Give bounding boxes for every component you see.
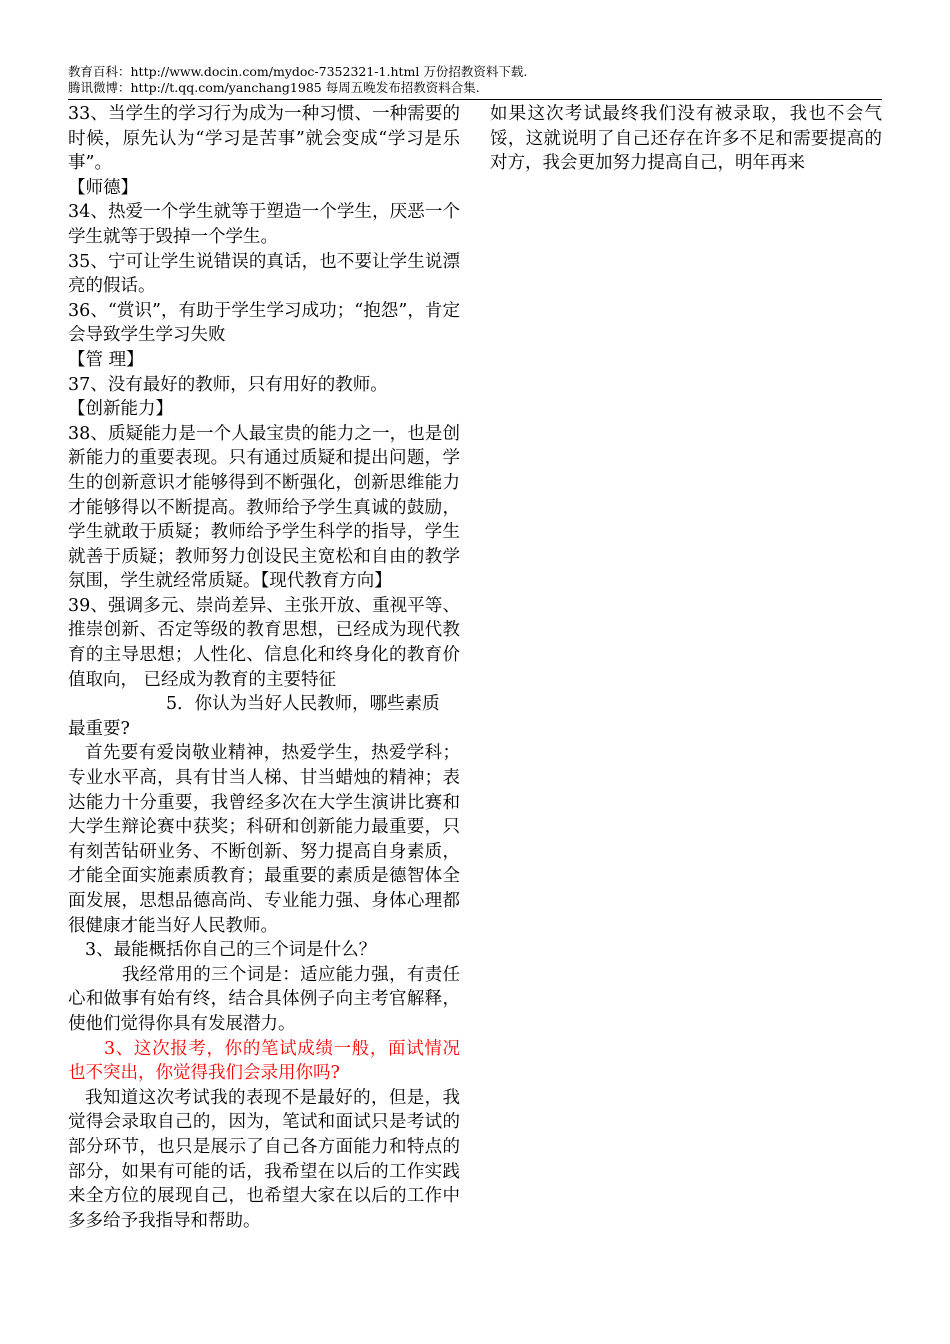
question-3-three-words: 3、最能概括你自己的三个词是什么？: [85, 940, 377, 961]
section-heading-shide: 【师德】: [68, 177, 138, 198]
answer-3-hire: 我知道这次考试我的表现不是最好的，但是，我觉得会录取自己的，因为，笔试和面试只是考试的部分环节，也只是展示了自己各方面能力和特点的部分，如果有可能的话，我希望在以后的工作实践来全方位的展现自己，也希望大家在以后的工作中多多给予我指导和帮助。: [68, 1087, 460, 1231]
question-5-line2: 最重要?: [68, 718, 130, 739]
item-37: 37、没有最好的教师，只有用好的教师。: [68, 374, 388, 395]
section-heading-guanli: 【管 理】: [68, 349, 144, 370]
left-column: [68, 102, 460, 1233]
header-line-docin: 教育百科：http://www.docin.com/mydoc-7352321-1.html 万份招教资料下载.: [68, 64, 528, 79]
answer-3-three-words: 我经常用的三个词是：适应能力强，有责任心和做事有始有终，结合具体例子向主考官解释，使他们觉得你具有发展潜力。: [68, 964, 460, 1034]
section-heading-chuangxin: 【创新能力】: [68, 399, 173, 420]
item-39: 39、强调多元、崇尚差异、主张开放、重视平等、推崇创新、否定等级的教育思想，已经成为现代教育的主导思想；人性化、信息化和终身化的教育价值取向， 已经成为教育的主要特征: [68, 595, 460, 690]
item-36: 36、“赏识”，有助于学生学习成功；“抱怨”，肯定会导致学生学习失败: [68, 300, 460, 346]
right-column: [490, 102, 882, 176]
header-divider: [68, 99, 882, 100]
question-5-line1: 5．你认为当好人民教师，哪些素质: [166, 694, 440, 715]
item-34: 34、热爱一个学生就等于塑造一个学生，厌恶一个学生就等于毁掉一个学生。: [68, 202, 460, 247]
question-3-hire: 3、这次报考，你的笔试成绩一般，面试情况也不突出，你觉得我们会录用你吗?: [68, 1038, 460, 1084]
item-38: 38、质疑能力是一个人最宝贵的能力之一，也是创新能力的重要表现。只有通过质疑和提出问题，学生的创新意识才能够得到不断强化，创新思维能力才能够得以不断提高。教师给予学生真诚的鼓励，学生就敢于质疑；教师给予学生科学的指导，学生就善于质疑；教师努力创设民主宽松和自由的教学氛围，学生就经常质疑。【现代教育方向】: [68, 423, 460, 592]
item-35: 35、宁可让学生说错误的真话，也不要让学生说漂亮的假话。: [68, 251, 460, 297]
page-header: [68, 64, 882, 96]
item-33: 33、当学生的学习行为成为一种习惯、一种需要的时候，原先认为“学习是苦事”就会变成“学习是乐事”。: [68, 104, 460, 174]
header-line-weibo: 腾讯微博：http://t.qq.com/yanchang1985 每周五晚发布招教资料合集.: [68, 80, 480, 95]
answer-3-hire-continued: 如果这次考试最终我们没有被录取，我也不会气馁，这就说明了自己还存在许多不足和需要提高的对方，我会更加努力提高自己，明年再来: [490, 104, 882, 174]
answer-5: 首先要有爱岗敬业精神，热爱学生，热爱学科；专业水平高，具有甘当人梯、甘当蜡烛的精神；表达能力十分重要，我曾经多次在大学生演讲比赛和大学生辩论赛中获奖；科研和创新能力最重要，只有刻苦钻研业务、不断创新、努力提高自身素质，才能全面实施素质教育；最重要的素质是德智体全面发展，思想品德高尚、专业能力强、身体心理都很健康才能当好人民教师。: [68, 743, 460, 936]
